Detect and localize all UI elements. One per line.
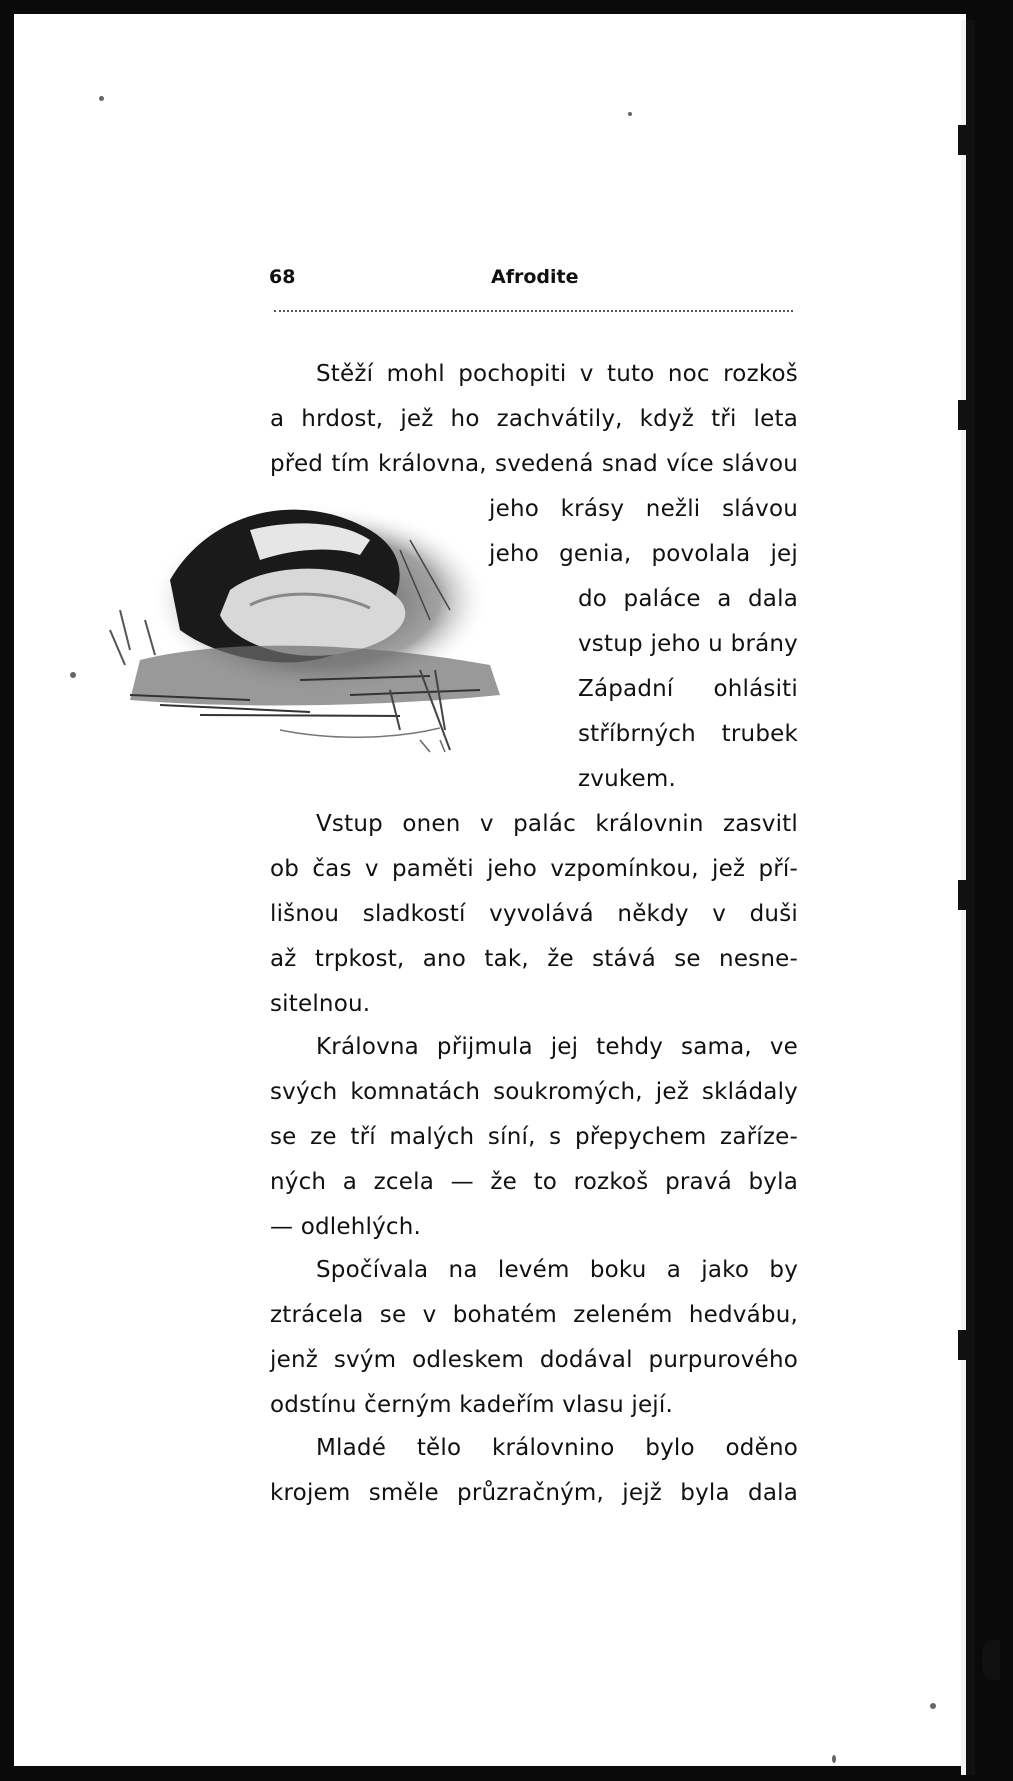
text-line: jeho genia, povolala jej <box>489 541 798 567</box>
dust-speck <box>628 112 632 116</box>
spine-mark <box>982 1640 1000 1680</box>
paragraph-2 <box>270 802 798 1027</box>
dust-speck <box>832 1755 836 1763</box>
text-line: ných a zcela — že to rozkoš pravá byla <box>270 1169 798 1195</box>
text-line: svých komnatách soukromých, jež skládaly <box>270 1079 798 1105</box>
page-number: 68 <box>269 266 296 288</box>
page-header <box>269 266 794 290</box>
text-line: — odlehlých. <box>270 1214 422 1240</box>
spine-mark <box>958 400 970 430</box>
spine-mark <box>958 125 970 155</box>
text-line: Mladé tělo královnino bylo oděno <box>316 1435 798 1461</box>
text-line: sitelnou. <box>270 991 371 1017</box>
paragraph-4 <box>270 1248 798 1428</box>
text-line: a hrdost, jež ho zachvátily, když tři leta <box>270 406 798 432</box>
text-line: ztrácela se v bohatém zeleném hedvábu, <box>270 1302 798 1328</box>
text-line: Západní ohlásiti <box>578 676 798 702</box>
dust-speck <box>70 672 76 678</box>
dust-speck <box>99 96 104 101</box>
dust-speck <box>930 1703 936 1709</box>
text-line: se ze tří malých síní, s přepychem zaříze- <box>270 1124 798 1150</box>
text-line: jenž svým odleskem dodával purpurového <box>270 1347 798 1373</box>
running-title: Afrodite <box>491 266 579 288</box>
text-line: před tím královna, svedená snad více slávou <box>270 451 798 477</box>
text-line: lišnou sladkostí vyvolává někdy v duši <box>270 901 798 927</box>
paragraph-3 <box>270 1025 798 1250</box>
text-line: jeho krásy nežli slávou <box>489 496 798 522</box>
paragraph-5 <box>270 1426 798 1516</box>
header-rule <box>274 310 793 312</box>
text-line: Královna přijmula jej tehdy sama, ve <box>316 1034 798 1060</box>
text-line: ob čas v paměti jeho vzpomínkou, jež pří- <box>270 856 798 882</box>
text-line: zvukem. <box>578 766 677 792</box>
text-line: krojem směle průzračným, jejž byla dala <box>270 1480 798 1506</box>
spine-mark <box>958 880 972 910</box>
text-line: Stěží mohl pochopiti v tuto noc rozkoš <box>316 361 798 387</box>
text-line: do paláce a dala <box>578 586 798 612</box>
text-line: vstup jeho u brány <box>578 631 798 657</box>
text-line: Vstup onen v palác královnin zasvitl <box>316 811 798 837</box>
text-line: Spočívala na levém boku a jako by <box>316 1257 798 1283</box>
spine-mark <box>958 1330 972 1360</box>
text-line: stříbrných trubek <box>578 721 798 747</box>
text-line: odstínu černým kadeřím vlasu její. <box>270 1392 673 1418</box>
paragraph-1 <box>270 352 798 802</box>
text-line: až trpkost, ano tak, že stává se nesne- <box>270 946 798 972</box>
